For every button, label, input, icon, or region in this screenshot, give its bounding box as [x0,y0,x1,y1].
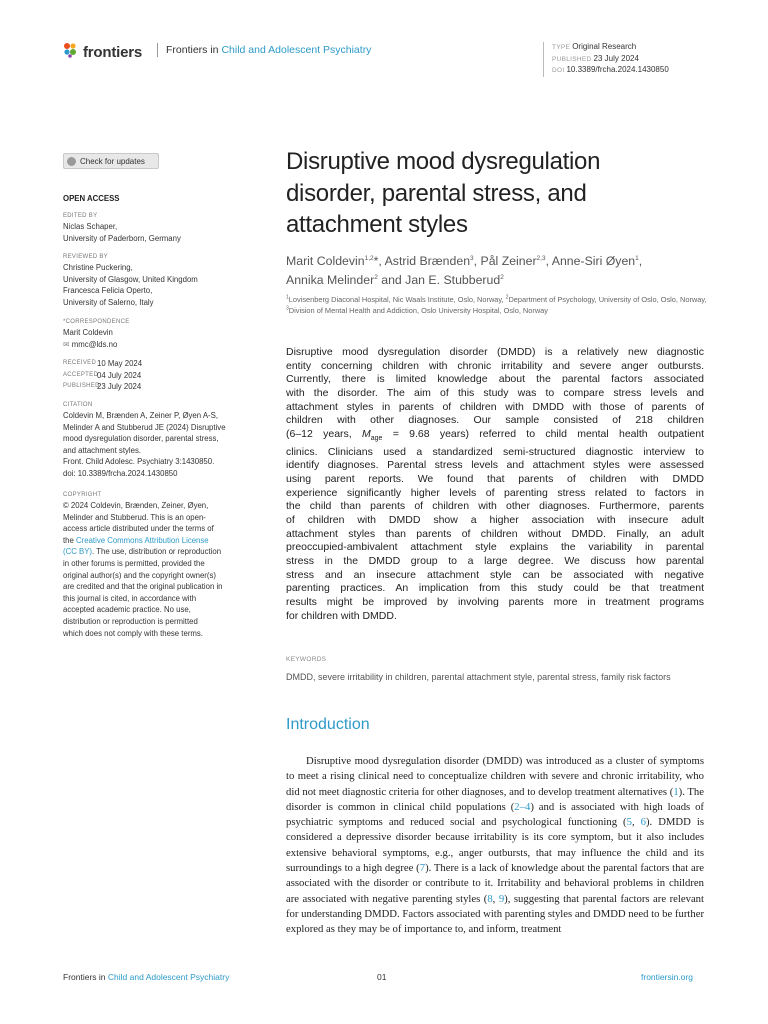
author-sep: , [473,254,481,268]
email-icon: ✉ [63,339,70,349]
introduction-paragraph [286,754,704,938]
correspondence-label: *CORRESPONDENCE [63,319,130,325]
title-line: Disruptive mood dysregulation [286,148,601,175]
footer-journal[interactable] [63,972,229,982]
author-affil-sup: 2,3 [536,254,546,262]
body-text: ). DMDD is considered a depressive disorder because irritability is its core symptom, but it also includes extensive behavioral symptoms, e.g., anger outbursts, that may influence the child and its surroundings to a high degree ( [286,816,704,875]
reference-link[interactable]: 1 [673,785,679,798]
abstract-line: using parent reports. We found that parents of children with DMDD [286,473,704,485]
body-text: , [631,816,641,829]
reviewed-by-block [63,252,263,308]
abstract-subscript: age [370,435,383,443]
cc-license-link[interactable]: Creative Commons Attribution License [76,535,209,545]
author[interactable] [286,254,385,268]
copyright-line: this journal is cited, in accordance with [63,593,197,603]
correspondence-email-row[interactable] [63,339,263,351]
abstract-line: the child than parents of children with other diagnoses. Furthermore, parents [286,500,704,513]
open-access-text: OPEN ACCESS [63,194,120,203]
footer-journal-prefix: Frontiers in [63,972,106,982]
copyright-line: © 2024 Coldevin, Brænden, Zeiner, Øyen, [63,501,209,510]
dates-block [63,358,263,393]
check-updates-label: Check for updates [80,156,145,166]
copyright-line: original author(s) and the copyright owner(s) [63,570,216,580]
editor-affiliation: University of Paderborn, Germany [63,233,181,243]
citation-label: CITATION [63,402,93,408]
reviewed-by-label: REVIEWED BY [63,254,108,260]
citation-block [63,400,263,480]
reference-link[interactable]: 9 [498,892,505,905]
variable-m: M [362,427,371,440]
published-label: PUBLISHED [552,55,592,63]
edited-by-block [63,211,263,244]
affil-sup: 1 [286,294,289,301]
copyright-label: COPYRIGHT [63,492,102,498]
accepted-label: ACCEPTED [63,371,99,378]
abstract-line: experience significantly higher levels of parenting stress related to factors in [286,486,704,499]
keywords: DMDD, severe irritability in children, parental attachment style, parental stress, family risk factors [286,672,671,682]
copyright-line: access article distributed under the terms of [63,524,214,534]
author-name: Astrid Brænden [384,254,471,268]
published-label-side: PUBLISHED [63,383,100,390]
abstract [286,346,704,623]
author-affil-sup: 2 [374,273,378,281]
author-name: Anne-Siri Øyen [551,254,636,268]
author[interactable] [552,254,642,268]
abstract-line: clinics. Clinicians used a standardized semi-structured diagnostic interview to [286,445,704,458]
copyright-line [63,535,263,547]
abstract-line: identify diagnoses. Parental stress levels and attachment styles were assessed [286,459,704,472]
journal-prefix: Frontiers in [166,44,219,56]
author-name: Jan E. Stubberud [405,272,501,287]
copyright-line: distribution or reproduction is permitted [63,616,198,626]
affiliations [286,294,711,316]
author-affil-sup: 1,2 [364,254,374,262]
footer-site-link[interactable]: frontiersin.org [641,972,693,982]
abstract-line [286,428,704,446]
keywords-label: KEYWORDS [286,656,327,663]
doi-label: DOI [552,67,565,74]
abstract-text: = 9.68 years) referred to child mental health outpatient [382,427,704,440]
abstract-line: for children with DMDD. [286,609,397,622]
author-sep: *, [373,254,385,268]
abstract-line: children with other diagnoses. Our sample consisted of 218 children [286,414,704,427]
abstract-line: parenting practices. An implication from this study could be that treatment [286,582,704,595]
affiliation: Division of Mental Health and Addiction, Oslo University Hospital, Oslo, Norway [288,306,548,316]
author[interactable] [481,254,552,268]
published-value: 23 July 2024 [593,53,639,63]
body-text: ), suggesting that parental factors are relevant for understanding DMDD. Factors associated with parenting styles and DMDD need to be further explored as they may be of importance to, and inform, treatment [286,892,704,936]
affil-sup: 3 [286,305,289,312]
abstract-line: stress and an insecure attachment style can be associated with negative [286,568,704,581]
copyright-text: the [63,535,77,545]
doi-value[interactable]: 10.3389/frcha.2024.1430850 [566,65,669,74]
publisher-name: frontiers [83,43,143,61]
author-affil-sup: 1 [635,254,639,262]
editor-name: Niclas Schaper, [63,222,118,231]
page-number: 01 [377,972,387,982]
author-affil-sup: 2 [500,273,504,281]
author-list [286,252,711,289]
abstract-line: Disruptive mood dysregulation disorder (DMDD) is a relatively new diagnostic [286,346,704,358]
open-access-label [63,193,263,205]
author-name: Marit Coldevin [286,254,365,268]
correspondence-block [63,317,263,350]
abstract-line: results might be improved by involving parents more in treatment programs [286,595,704,608]
copyright-line: accepted academic practice. No use, [63,605,191,615]
published-date: 23 July 2024 [97,382,142,392]
citation-line: Coldevin M, Brænden A, Zeiner P, Øyen A-S, [63,411,219,420]
title-line: attachment styles [286,211,468,238]
reviewer-2-name: Francesca Felicia Operto, [63,286,153,296]
affiliation: Department of Psychology, University of Oslo, Oslo, Norway, [508,295,707,304]
journal-name: Child and Adolescent Psychiatry [221,44,372,56]
section-heading-introduction: Introduction [286,716,370,733]
cc-by-link[interactable]: (CC BY) [63,547,93,557]
abstract-line: stress in the DMDD group to a large degree. We discuss how parental [286,554,704,567]
author-name: Pål Zeiner [480,254,537,268]
citation-doi[interactable]: doi: 10.3389/frcha.2024.1430850 [63,468,178,478]
footer-journal-name: Child and Adolescent Psychiatry [107,972,230,982]
body-text: Disruptive mood dysregulation disorder (DMDD) was introduced as a cluster of symptoms to meet a rising clinical need to conceptualize children with severe and chronic irritability, who did not meet diagnostic criteria for other diagnoses, and to develop treatment alternatives ( [286,755,704,798]
abstract-line: Currently, there is limited knowledge about the parental factors associated [286,373,704,386]
copyright-line: Melinder and Stubberud. This is an open- [63,512,206,522]
body-text: ). The disorder is common in clinical child populations ( [286,785,705,813]
author-sep: , [638,254,643,268]
accepted-date: 04 July 2024 [97,370,142,380]
copyright-line [63,546,263,558]
author-sep: , [545,254,552,268]
update-icon [67,157,76,166]
copyright-line: which does not comply with these terms. [63,628,203,638]
title-line: disorder, parental stress, and [286,179,587,207]
reference-link[interactable]: 8 [487,892,493,905]
author-name: Annika Melinder [286,272,375,287]
received-label: RECEIVED [63,360,97,366]
abstract-line: attachment styles than parents of children without DMDD. Finally, an adult [286,527,704,540]
copyright-block [63,490,263,639]
reference-link[interactable]: 6 [640,816,646,829]
check-for-updates-button[interactable] [63,153,159,169]
citation-line: Front. Child Adolesc. Psychiatry 3:1430850. [63,457,215,467]
body-text: ). There is a lack of knowledge about the parental factors that are associated with the disorder or contribute to it. Irritability and behavioral problems in children are associated with negative parenting styles ( [286,862,704,905]
reference-link[interactable]: 5 [626,816,632,829]
reviewer-1-affiliation: University of Glasgow, United Kingdom [63,274,198,284]
author[interactable] [385,254,481,268]
type-label: TYPE [552,44,571,51]
frontiers-logo-icon [63,42,79,62]
citation-line: Melinder A and Stubberud JE (2024) Disruptive [63,422,226,432]
affil-sup: 2 [505,294,509,301]
abstract-line: with the disorder. The aim of this study was to compare stress levels and [286,386,704,399]
reviewer-2-affiliation: University of Salerno, Italy [63,297,154,307]
citation-line: mood dysregulation disorder, parental stress, [63,434,219,444]
abstract-line: attachment styles in parents of children with DMDD with those of parents of [286,400,704,413]
author[interactable] [286,273,405,287]
copyright-text: . The use, distribution or reproduction [92,547,222,557]
abstract-line: preoccupied-ambivalent attachment style explains the variability in parental [286,541,704,554]
body-text: ) and is associated with high loads of psychiatric symptoms and reduced social and psychological functioning ( [286,800,704,829]
author[interactable] [405,273,504,287]
journal-header[interactable] [157,43,371,57]
copyright-line: are credited and that the original publication in [63,582,223,592]
edited-by-label: EDITED BY [63,213,98,219]
abstract-line: of children with DMDD show a higher association with insecure adult [286,513,704,526]
frontiers-logo[interactable] [63,42,142,62]
body-text: , [492,892,499,905]
citation-line: and attachment styles. [63,445,142,455]
affiliation: Lovisenberg Diaconal Hospital, Nic Waals Institute, Oslo, Norway, [288,295,506,304]
author-affil-sup: 3 [470,254,474,262]
correspondence-email[interactable]: mmc@lds.no [71,339,118,349]
received-date: 10 May 2024 [97,359,143,368]
copyright-line: in other forums is permitted, provided the [63,558,205,568]
article-meta [543,42,669,77]
correspondence-name: Marit Coldevin [63,328,113,337]
author-sep: and [377,272,406,287]
reference-link[interactable]: 7 [419,862,426,875]
abstract-text: (6–12 years, M [286,427,371,440]
reviewer-1-name: Christine Puckering, [63,263,133,272]
reference-link[interactable]: 2–4 [514,800,531,813]
article-title [286,146,706,241]
type-value: Original Research [572,42,637,51]
abstract-line: entity concerning children with chronic irritability and severe anger outbursts. [286,359,704,372]
